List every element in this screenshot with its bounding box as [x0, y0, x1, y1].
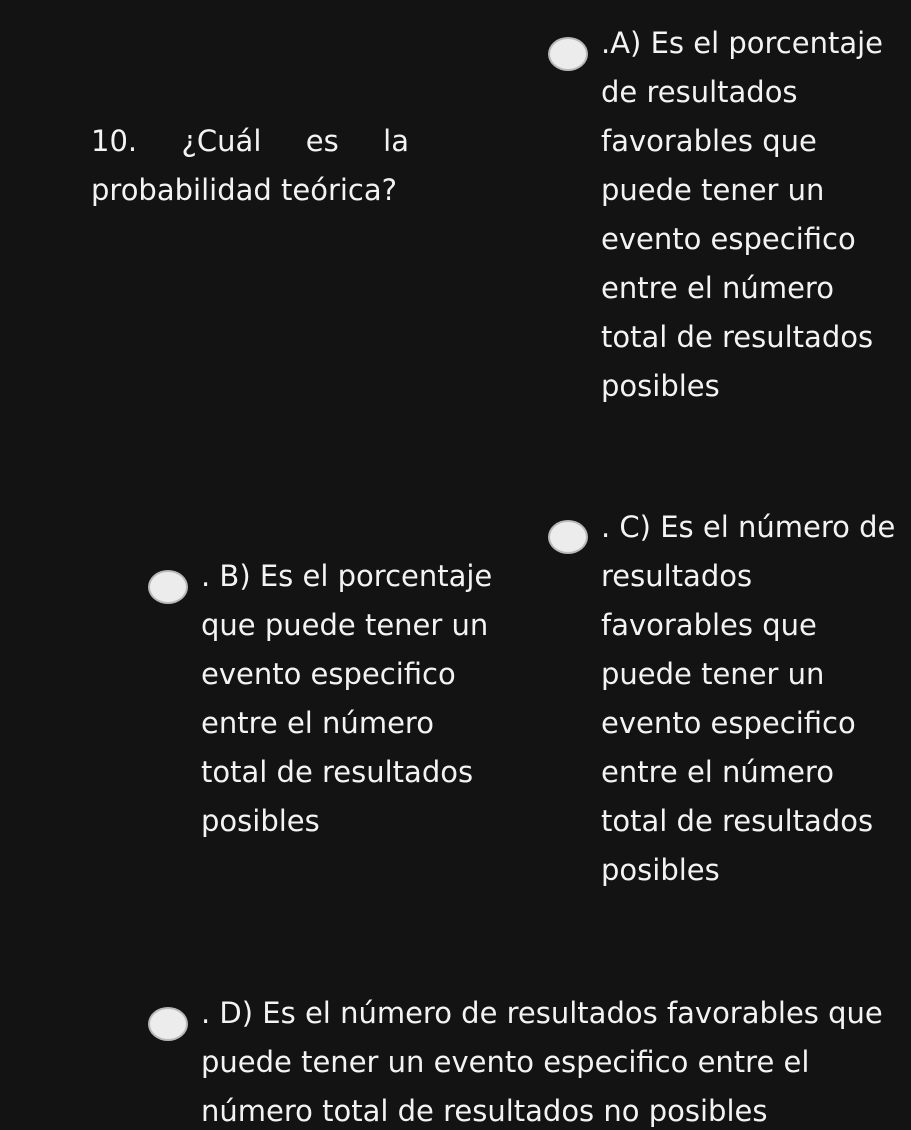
radio-option-b[interactable]	[148, 570, 188, 604]
option-a-label: .A) Es el porcentaje de resultados favorables que puede tener un evento especifico entre el número total de resultados posibles	[601, 26, 883, 403]
option-c-label: . C) Es el número de resultados favorables que puede tener un evento especifico entre el número total de resultados posibles	[601, 510, 896, 887]
option-d-label: . D) Es el número de resultados favorables que puede tener un evento especifico entre el número total de resultados no posibles	[201, 996, 883, 1128]
radio-option-a[interactable]	[548, 37, 588, 71]
radio-option-c[interactable]	[548, 520, 588, 554]
option-b-label: . B) Es el porcentaje que puede tener un evento especifico entre el número total de resultados posibles	[201, 559, 493, 838]
radio-option-d[interactable]	[148, 1007, 188, 1041]
question-text: 10. ¿Cuál es la probabilidad teórica?	[91, 124, 409, 207]
